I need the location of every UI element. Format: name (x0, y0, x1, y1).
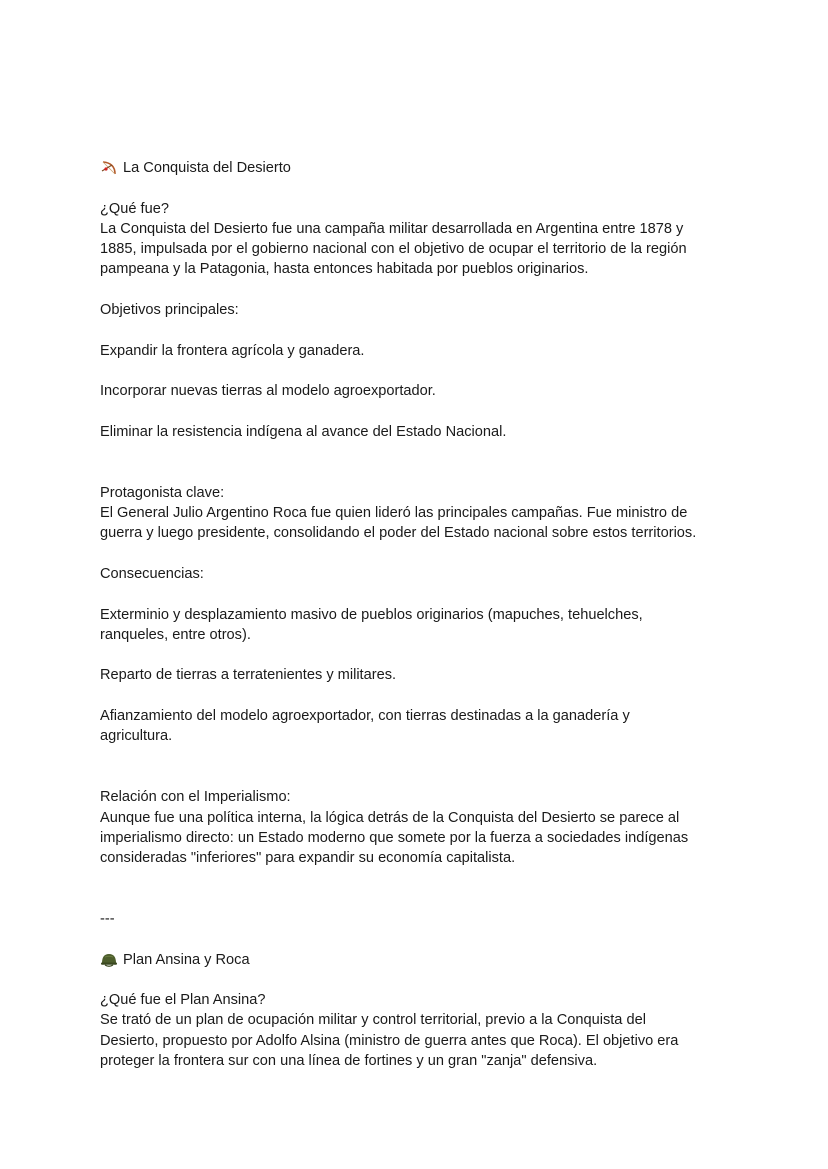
paragraph-line: imperialismo directo: un Estado moderno que somete por la fuerza a sociedades indígenas (100, 829, 689, 846)
paragraph-line: Se trató de un plan de ocupación militar y control territorial, previo a la Conquista del (100, 1012, 646, 1029)
paragraph-line: Desierto, propuesto por Adolfo Alsina (ministro de guerra antes que Roca). El objetivo era (100, 1032, 679, 1049)
consequence-item: Exterminio y desplazamiento masivo de pueblos originarios (mapuches, tehuelches, (100, 606, 643, 623)
paragraph-line: 1885, impulsada por el gobierno nacional con el objetivo de ocupar el territorio de la región (100, 241, 687, 258)
question-label: ¿Qué fue? (100, 200, 169, 217)
consequence-item: ranqueles, entre otros). (100, 626, 251, 643)
paragraph-line: consideradas "inferiores" para expandir su economía capitalista. (100, 850, 516, 867)
section-title: La Conquista del Desierto (123, 160, 291, 176)
section-heading-plan-ansina (100, 950, 740, 970)
consequence-item: Reparto de tierras a terratenientes y militares. (100, 667, 397, 684)
consequences-label: Consecuencias: (100, 565, 204, 582)
section-title: Plan Ansina y Roca (123, 951, 250, 968)
military-helmet-icon (100, 951, 118, 969)
objective-item: Eliminar la resistencia indígena al avance del Estado Nacional. (100, 423, 507, 440)
bow-and-arrow-icon (100, 159, 118, 177)
objective-item: Incorporar nuevas tierras al modelo agroexportador. (100, 383, 436, 400)
section-heading-conquista (100, 158, 740, 178)
consequence-item: agricultura. (100, 728, 173, 745)
paragraph-line: proteger la frontera sur con una línea de fortines y un gran "zanja" defensiva. (100, 1053, 598, 1070)
consequence-item: Afianzamiento del modelo agroexportador, con tierras destinadas a la ganadería y (100, 708, 630, 725)
document-page (100, 158, 740, 1071)
question-label: ¿Qué fue el Plan Ansina? (100, 992, 266, 1009)
paragraph-line: El General Julio Argentino Roca fue quien lideró las principales campañas. Fue ministro de (100, 505, 688, 522)
paragraph-line: guerra y luego presidente, consolidando el poder del Estado nacional sobre estos territorios. (100, 525, 697, 542)
objective-item: Expandir la frontera agrícola y ganadera. (100, 342, 365, 359)
paragraph-line: pampeana y la Patagonia, hasta entonces habitada por pueblos originarios. (100, 261, 589, 278)
paragraph-line: Aunque fue una política interna, la lógica detrás de la Conquista del Desierto se parece al (100, 809, 680, 826)
separator: --- (100, 910, 115, 927)
imperialism-label: Relación con el Imperialismo: (100, 789, 291, 806)
protagonist-label: Protagonista clave: (100, 484, 225, 501)
objectives-label: Objetivos principales: (100, 302, 239, 319)
paragraph-line: La Conquista del Desierto fue una campaña militar desarrollada en Argentina entre 1878 y (100, 220, 684, 237)
